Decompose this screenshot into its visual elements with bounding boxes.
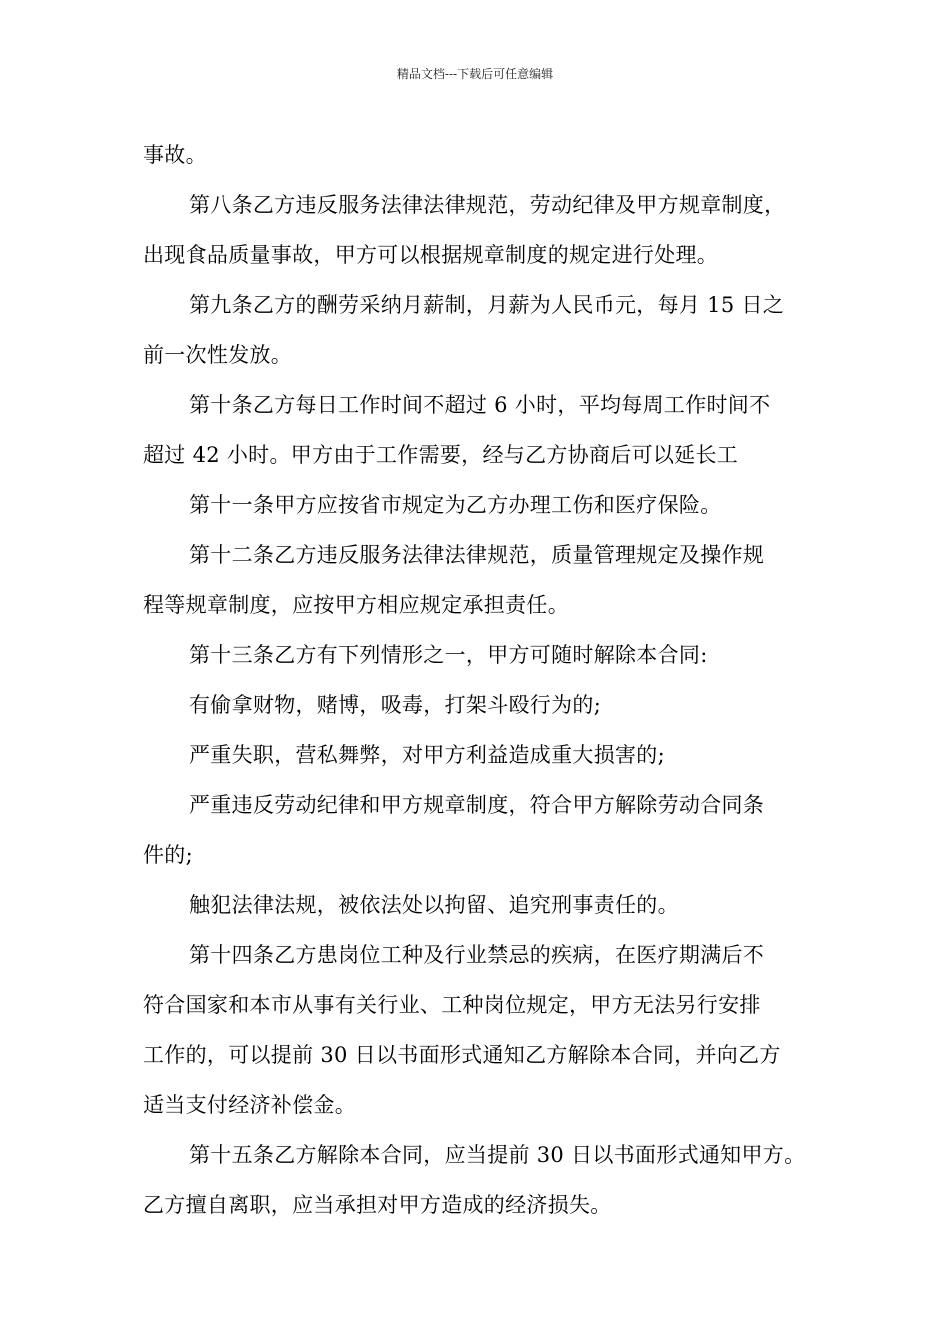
text-line: 第十四条乙方患岗位工种及行业禁忌的疾病，在医疗期满后不 [189, 943, 765, 967]
text-line: 工作的，可以提前 30 日以书面形式通知乙方解除本合同，并向乙方 [143, 1043, 781, 1067]
text-line: 严重违反劳动纪律和甲方规章制度，符合甲方解除劳动合同条 [189, 793, 765, 817]
page-header: 精品文档---下载后可任意编辑 [396, 67, 554, 81]
text-line: 程等规章制度，应按甲方相应规定承担责任。 [143, 593, 569, 617]
text-line: 乙方擅自离职，应当承担对甲方造成的经济损失。 [143, 1193, 612, 1217]
text-line: 第十一条甲方应按省市规定为乙方办理工伤和医疗保险。 [189, 493, 722, 517]
text-line: 出现食品质量事故，甲方可以根据规章制度的规定进行处理。 [143, 243, 719, 267]
text-line: 第九条乙方的酬劳采纳月薪制，月薪为人民币元，每月 15 日之 [189, 293, 785, 317]
text-line: 事故。 [143, 143, 207, 167]
text-line: 第八条乙方违反服务法律法律规范，劳动纪律及甲方规章制度， [189, 193, 786, 217]
text-line: 前一次性发放。 [143, 343, 293, 367]
text-line: 适当支付经济补偿金。 [143, 1093, 356, 1117]
text-line: 第十二条乙方违反服务法律法律规范，质量管理规定及操作规 [189, 543, 765, 567]
text-line: 严重失职，营私舞弊，对甲方利益造成重大损害的; [189, 743, 665, 767]
text-line: 第十三条乙方有下列情形之一，甲方可随时解除本合同: [189, 643, 708, 667]
text-line: 件的; [143, 843, 193, 867]
text-line: 有偷拿财物，赌博，吸毒，打架斗殴行为的; [189, 693, 602, 717]
text-line: 第十五条乙方解除本合同，应当提前 30 日以书面形式通知甲方。 [189, 1143, 806, 1167]
text-line: 触犯法律法规，被依法处以拘留、追究刑事责任的。 [189, 893, 679, 917]
text-line: 超过 42 小时。甲方由于工作需要，经与乙方协商后可以延长工 [143, 443, 739, 467]
document-body [143, 130, 813, 1230]
text-line: 符合国家和本市从事有关行业、工种岗位规定，甲方无法另行安排 [143, 993, 761, 1017]
text-line: 第十条乙方每日工作时间不超过 6 小时，平均每周工作时间不 [189, 393, 771, 417]
